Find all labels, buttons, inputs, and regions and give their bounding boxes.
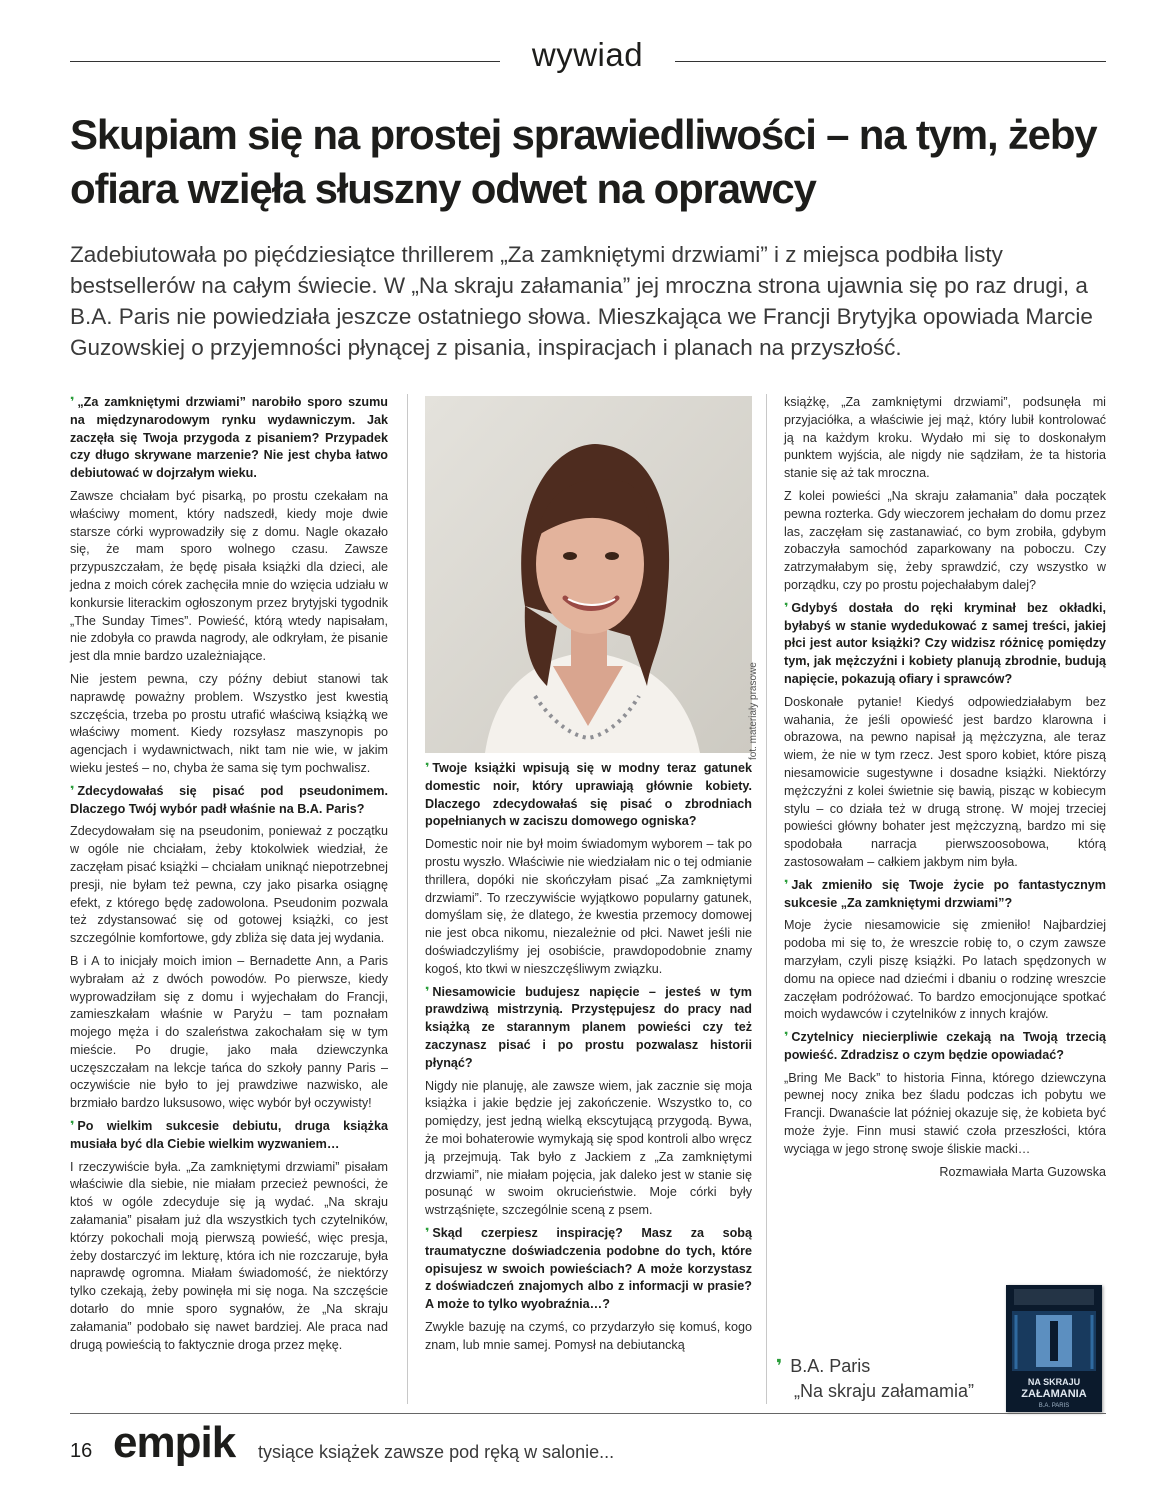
photo-credit: fot. materiały prasowe [748, 662, 759, 760]
book-caption [776, 1354, 974, 1404]
question-mark-icon: ❜ [425, 984, 430, 999]
question-text: Skąd czerpiesz inspirację? Masz za sobą traumatyczne doświadczenia podobne do tych, które opisujesz w swoich powieściach? A może korzystasz z doświadczeń znajomych albo z informacji w prasie? A może to tylko wyobraźnia…? [425, 1225, 752, 1312]
book-cover-title-1: NA SKRAJU [1027, 1377, 1081, 1387]
answer-paragraph: „Bring Me Back” to historia Finna, którego dziewczyna pewnej nocy znika bez śladu podczas ich pobytu we Francji. Dwanaście lat później okazuje się, że kobieta być może żyje. Finn musi stawić czoła przeszłości, która wyciąga w jego stronę swoje śliskie macki… [784, 1070, 1106, 1156]
section-rule-left [70, 61, 500, 62]
question-mark-icon: ❜ [70, 783, 75, 798]
empik-logo: empik [113, 1418, 236, 1467]
quote-mark-icon: ❜ [776, 1356, 783, 1376]
question-text: Gdybyś dostała do ręki kryminał bez okładki, byłabyś w stanie wydedukować z samej treści, jakiej płci jest autor książki? Czy widzisz różnicę pomiędzy tym, jak mężczyźni i kobiety planują zbrodnie, budują napięcie, pokazują ofiary i sprawców? [784, 600, 1106, 686]
article-lead: Zadebiutowała po pięćdziesiątce thrillerem „Za zamkniętymi drzwiami” i z miejsca podbiła listy bestsellerów na całym świecie. W „Na skraju załamania” jej mroczna strona ujawnia się po raz drugi, a B.A. Paris nie powiedziała jeszcze ostatniego słowa. Mieszkająca we Francji Brytyjka opowiada Marcie Guzowskiej o przyjemności płynącej z pisania, inspiracjach i planach na przyszłość. [70, 242, 1093, 360]
question-mark-icon: ❜ [784, 1030, 789, 1045]
book-author-line [776, 1354, 974, 1379]
answer-paragraph: Zdecydowałam się na pseudonim, ponieważ z początku w ogóle nie chciałam, żeby ktokolwiek wiedział, że zaczęłam pisać książki – chciałam uniknąć niepotrzebnej presji, nie byłam też pewna, czy jako pisarka osiągnę efekt, z którego będę zadowolona. Pseudonim pozwala też zdystansować się od gotowej książki, co jest szczególnie komfortowe, gdy zbliża się data jej wydania. [70, 824, 388, 946]
article-column-3 [784, 394, 1106, 1186]
column-divider [407, 394, 408, 1404]
answer-paragraph: Zawsze chciałam być pisarką, po prostu czekałam na właściwy moment, który nadszedł, kiedy moje dwie starsze córki wyprowadziły się z domu. Nagle okazało się, że mam sporo wolnego czasu. Zawsze przypuszczałam, że będę pisała książki dla dzieci, ale jedna z moich córek zachęciła mnie do wzięcia udziału w konkursie literackim ogłoszonym przez brytyjski tygodnik „The Sunday Times”. Powieść, którą wtedy napisałam, nie zdobyła co prawda nagrody, ale odkryłam, że pisanie jest dla mnie bardzo uzależniające. [70, 488, 388, 664]
question-mark-icon: ❜ [784, 877, 789, 892]
question [70, 783, 388, 819]
answer-paragraph: Zwykle bazuję na czymś, co przydarzyło się komuś, kogo znam, lub mnie samej. Pomysł na debiutancką [425, 1319, 752, 1352]
article-column-1 [70, 394, 388, 1359]
book-cover-author: B.A. PARIS [1038, 1403, 1070, 1409]
book-cover [1006, 1285, 1102, 1412]
section-rule-right [675, 61, 1106, 62]
question [425, 760, 752, 831]
question-mark-icon: ❜ [70, 395, 75, 409]
page-number: 16 [70, 1440, 93, 1462]
article-headline: Skupiam się na prostej sprawiedliwości – na tym, żeby ofiara wzięła słuszny odwet na oprawcy [70, 111, 1097, 212]
article-column-2 [425, 760, 752, 1360]
author-portrait-image [425, 396, 752, 753]
column-divider [766, 394, 767, 1404]
question-text: Jak zmieniło się Twoje życie po fantastycznym sukcesie „Za zamkniętymi drzwiami”? [784, 877, 1106, 910]
section-label: wywiad [531, 36, 644, 73]
question [784, 877, 1106, 913]
question-text: Czytelnicy niecierpliwie czekają na Twoją trzecią powieść. Zdradzisz o czym będzie opowiadać? [784, 1030, 1106, 1062]
question [70, 1118, 388, 1154]
answer-paragraph: Doskonałe pytanie! Kiedyś odpowiedziałabym bez wahania, że jeśli opowieść jest bardzo klarowna i obrazowa, na pewno napisał ją mężczyzna, ale teraz wiem, że nie w tym rzecz. Jest sporo kobiet, które piszą niesamowicie sugestywne i dosadne książki. Niektórzy mężczyźni z kolei świetnie się bawią, pisząc w kobiecym stylu – co działa też w drugą stronę. W mojej trzeciej powieści główny bohater jest mężczyzną, bardzo mi się spodobała narracja pierwszoosobowa, którą zastosowałam – całkiem jakbym nim była. [784, 694, 1106, 869]
footer-tagline: tysiące książek zawsze pod ręką w salonie... [258, 1442, 615, 1462]
answer-paragraph: Moje życie niesamowicie się zmieniło! Najbardziej podoba mi się to, że wreszcie robię to, o czym zawsze marzyłam, czyli piszę książki. Po latach spędzonych w domu na opiece nad dziećmi i dbaniu o rodzinę wreszcie zaczęłam podróżować. To bardzo emocjonujące spotkać moich wydawców i czytelników z innych krajów. [784, 918, 1106, 1022]
question [70, 394, 388, 483]
question [425, 1225, 752, 1314]
question-text: Niesamowicie budujesz napięcie – jesteś w tym prawdziwą mistrzynią. Przystępujesz do pracy nad książką ze starannym planem powieści czy też zaczynasz pisać i po prostu pozwalasz historii płynąć? [425, 984, 752, 1070]
book-author: B.A. Paris [790, 1356, 871, 1376]
answer-paragraph: Nie jestem pewna, czy późny debiut stanowi tak naprawdę poważny problem. Wszystko jest kwestią szczęścia, trzeba po prostu utrafić właściwą książką we właściwy moment. Kiedy rozsyłasz maszynopis po agencjach i wydawnictwach, nikt tam nie wie, w jakim wieku jesteś – no, chyba że sama się tym pochwalisz. [70, 671, 388, 775]
question-text: Po wielkim sukcesie debiutu, druga książka musiała być dla Ciebie wielkim wyzwaniem… [70, 1119, 388, 1151]
question-text: „Za zamkniętymi drzwiami” narobiło sporo szumu na międzynarodowym rynku wydawniczym. Jak zaczęła się Twoja przygoda z pisaniem? Przypadek czy długo skrywane marzenie? Nie jest chyba łatwo debiutować w dojrzałym wieku. [70, 395, 388, 481]
question [784, 1029, 1106, 1065]
question-mark-icon: ❜ [784, 600, 789, 615]
answer-paragraph: Z kolei powieści „Na skraju załamania” dała początek pewna rozterka. Gdy wieczorem jechałam do domu przez las, zaczęłam się zastanawiać, co bym zrobiła, gdybym zobaczyła samochód zaparkowany na poboczu. Czy zatrzymałabym się, żeby sprawdzić, czy wszystko w porządku, czy po prostu pojechałabym dalej? [784, 488, 1106, 592]
answer-paragraph: I rzeczywiście była. „Za zamkniętymi drzwiami” pisałam właściwie dla siebie, nie miałam przecież pewności, że ktoś w ogóle zdecyduje się ją wydać. „Na skraju załamania” pisałam już dla wszystkich tych czytelników, którzy pokochali moją pierwszą powieść, więc presja, żeby dostarczyć im lekturę, która ich nie rozczaruje, była naprawdę ogromna. Miałam świadomość, że niektórzy tylko czekają, żeby powinęła mi się noga. Na szczęście dotarło do mnie sporo sygnałów, że „Na skraju załamania” podobało się nawet bardziej. Ale praca nad drugą powieścią to faktycznie droga przez mękę. [70, 1159, 388, 1352]
author-photo [425, 396, 752, 753]
question [425, 984, 752, 1073]
answer-paragraph: książkę, „Za zamkniętymi drzwiami”, podsunęła mi przyjaciółka, a właściwie jej mąż, który lubił kontrolować ją na każdym kroku. Wydało mi się to doskonałym punktem wyjścia, ale nigdy nie sądziłam, że ta historia stanie się aż tak mroczna. [784, 395, 1106, 481]
answer-paragraph: Domestic noir nie był moim świadomym wyborem – tak po prostu wyszło. Właściwie nie wiedziałam nic o tej odmianie thrillera, dopóki nie skończyłam pisać „Za zamkniętymi drzwiami”. To rzeczywiście wyjątkowo popularny gatunek, domyślam się, że dlatego, że kwestia przemocy domowej nie jest obca nikomu, niezależnie od płci. Nawet jeśli nie doświadczyliśmy jej osobiście, prawdopodobnie znamy kogoś, kto tkwi w nieszczęśliwym związku. [425, 837, 752, 976]
question-mark-icon: ❜ [425, 761, 430, 775]
book-cover-image [1006, 1285, 1102, 1412]
question-text: Zdecydowałaś się pisać pod pseudonimem. Dlaczego Twój wybór padł właśnie na B.A. Paris? [70, 783, 388, 816]
book-cover-title-2: ZAŁAMANIA [1021, 1388, 1087, 1400]
interviewer-signature: Rozmawiała Marta Guzowska [939, 1164, 1106, 1179]
question-text: Twoje książki wpisują się w modny teraz gatunek domestic noir, który uprawiają głównie kobiety. Dlaczego zdecydowałaś się pisać o zbrodniach popełnianych w zaciszu domowego ogniska? [425, 761, 752, 829]
footer-rule [70, 1413, 1106, 1414]
question [784, 600, 1106, 689]
question-mark-icon: ❜ [425, 1225, 430, 1240]
answer-paragraph: B i A to inicjały moich imion – Bernadette Ann, a Paris wybrałam aż z dwóch powodów. Po pierwsze, kiedy wyprowadziłam się z domu i wyjechałam do Francji, zamieszkałam właśnie w Paryżu – tam poznałam mojego męża i do szaleństwa zakochałam się w tym mieście. Po drugie, jako mała dziewczynka uczęszczałam na lekcje tańca do szkoły panny Paris – oczywiście nie było to jej prawdziwe nazwisko, ale brzmiało bardzo luksusowo, więc wybór był oczywisty! [70, 953, 388, 1111]
book-title: „Na skraju załamamia” [794, 1381, 975, 1401]
answer-paragraph: Nigdy nie planuję, ale zawsze wiem, jak zacznie się moja książka i jakie będzie jej zakończenie. Wszystko to, co pomiędzy, jest jedną wielką ekscytującą przygodą. Bywa, że moi bohaterowie wymykają się spod kontroli albo wręcz ją przejmują. Tak było z Jackiem z „Za zamkniętymi drzwiami”, nie miałam pojęcia, jak daleko jest w stanie się posunąć w swoim okrucieństwie. Moje córki były wstrząśnięte, szczególnie sceną z psem. [425, 1078, 752, 1218]
question-mark-icon: ❜ [70, 1119, 75, 1134]
